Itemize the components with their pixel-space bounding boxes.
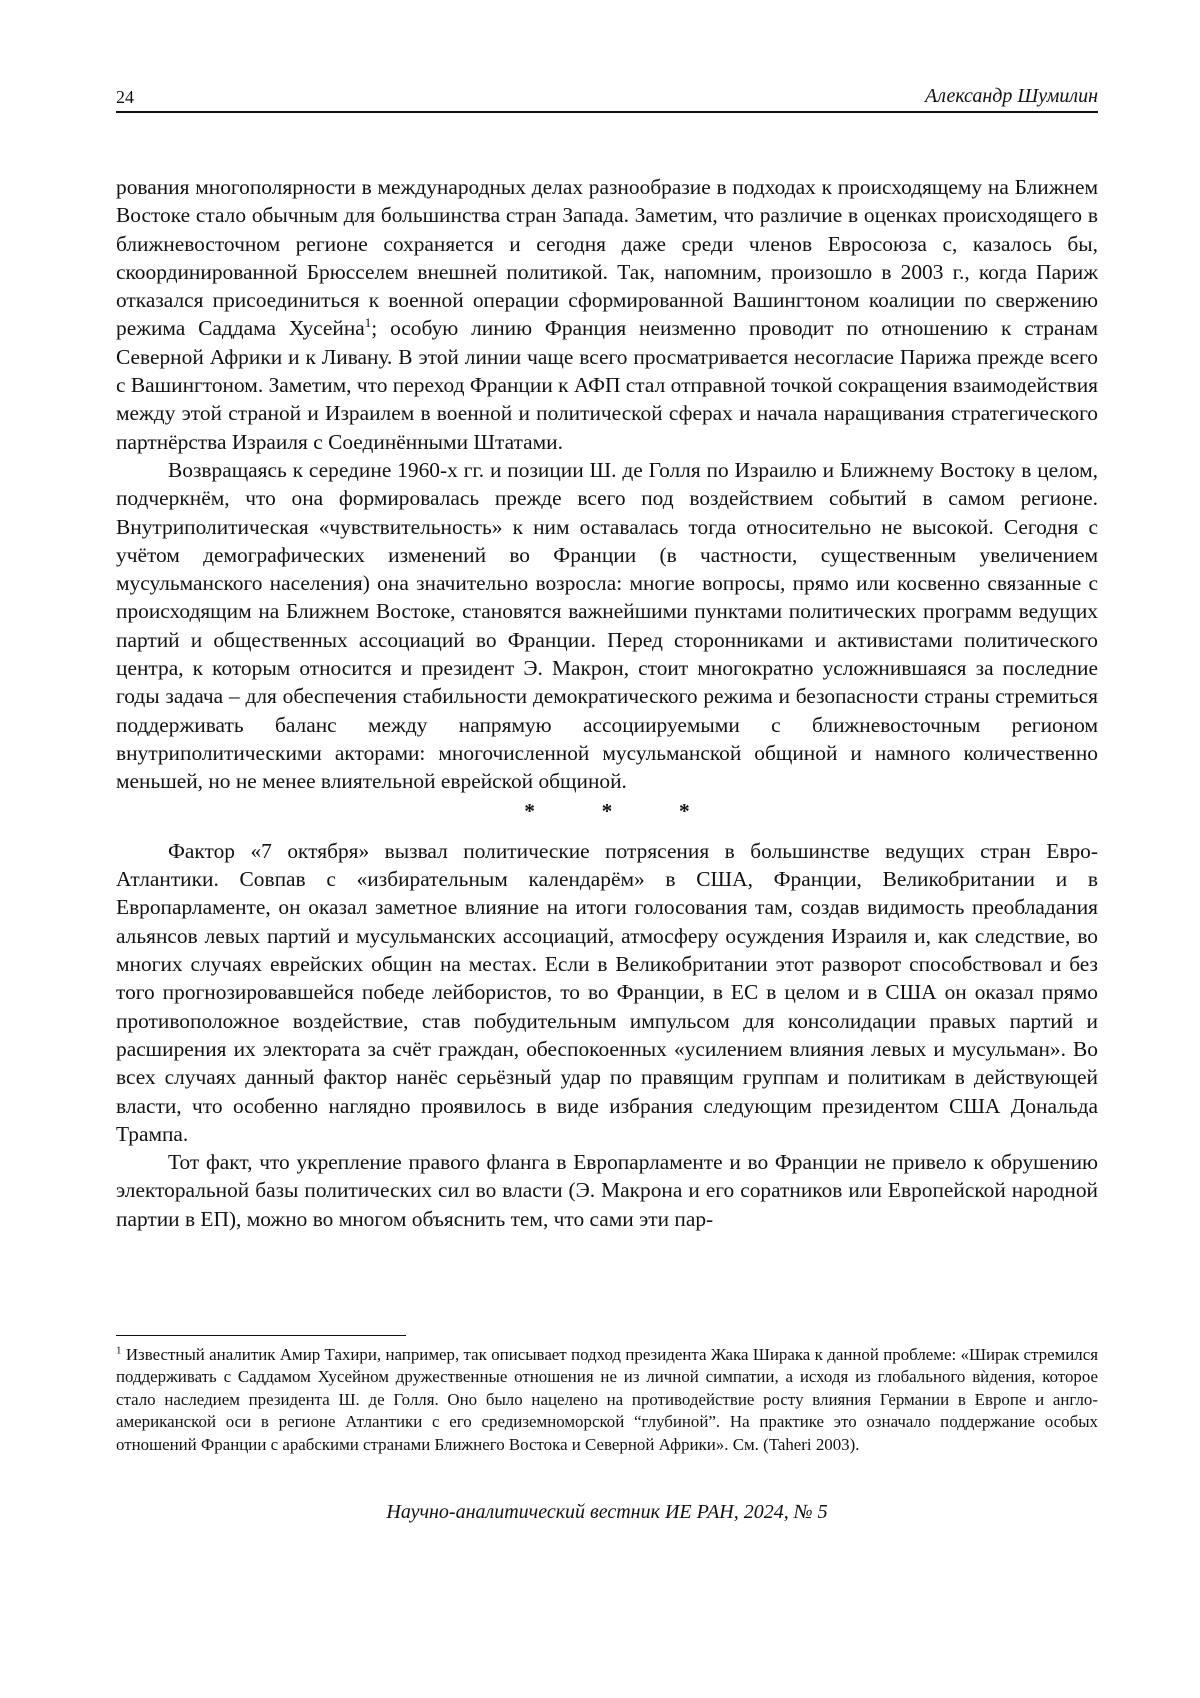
paragraph-1-part-2: ; особую линию Франция неизменно проводит по отношению к странам Северной Африки и к Ливану. В этой линии чаще всего просматривается несогласие Парижа прежде всего с Вашингтоном. Заметим, что переход Франции к АФП стал отправной точкой сокращения взаимодействия между этой страной и Израилем в военной и политической сферах и начала наращивания стратегического партнёрства Израиля с Соединёнными Штатами. — [116, 316, 1098, 454]
separator-star: * — [601, 798, 613, 823]
main-text — [116, 173, 1098, 1233]
paragraph-1-part-1: рования многополярности в международных делах разнообразие в подходах к происходящему на Ближнем Востоке стало обычным для большинства стран Запада. Заметим, что различие в оценках происходящего в ближневосточном регионе сохраняется и сегодня даже среди членов Евросоюза с, казалось бы, скоординированной Брюсселем внешней политикой. Так, напомним, произошло в 2003 г., когда Париж отказался присоединиться к военной операции сформированной Вашингтоном коалиции по свержению режима Саддама Хусейна — [116, 175, 1098, 341]
page-number: 24 — [116, 87, 134, 107]
footnote-reference[interactable]: 1 — [364, 315, 372, 331]
footnote — [116, 1344, 1098, 1456]
separator-star: * — [679, 798, 690, 823]
running-header — [116, 85, 1098, 113]
paragraph-3: Фактор «7 октября» вызвал политические потрясения в большинстве ведущих стран Евро-Атлантики. Совпав с «избирательным календарём» в США, Франции, Великобритании и в Европарламенте, он оказал заметное влияние на итоги голосования там, создав видимость преобладания альянсов левых партий и мусульманских ассоциаций, атмосферу осуждения Израиля и, как следствие, во многих случаях еврейских общин на местах. Если в Великобритании этот разворот способствовал и без того прогнозировавшейся победе лейбористов, то во Франции, в ЕС в целом и в США он оказал прямо противоположное воздействие, став побудительным импульсом для консолидации правых партий и расширения их электората за счёт граждан, обеспокоенных «усилением влияния левых и мусульман». Во всех случаях данный фактор нанёс серьёзный удар по правящим группам и политикам в действующей власти, что особенно наглядно проявилось в виде избрания следующим президентом США Дональда Трампа. — [116, 838, 1098, 1146]
running-author: Александр Шумилин — [925, 85, 1098, 107]
footnote-text: Известный аналитик Амир Тахири, например, так описывает подход президента Жака Ширака к данной проблеме: «Ширак стремился поддерживать с Саддамом Хусейном дружественные отношения не из личной симпатии, а исходя из глобального вѝдения, которое стало наследием президента Ш. де Голля. Оно было нацелено на противодействие росту влияния Германии в Европе и англо-американской оси в регионе Атлантики с его средиземноморской “глубиной”. На практике это означало поддержание особых отношений Франции с арабскими странами Ближнего Востока и Северной Африки». См. (Taheri 2003). — [116, 1345, 1098, 1454]
separator-star: * — [524, 798, 535, 823]
paragraph-4: Тот факт, что укрепление правого фланга в Европарламенте и во Франции не привело к обрушению электоральной базы политических сил во власти (Э. Макрона и его соратников или Европейской народной партии в ЕП), можно во многом объяснить тем, что сами эти пар- — [116, 1150, 1098, 1231]
journal-footer: Научно-аналитический вестник ИЕ РАН, 2024, № 5 — [386, 1501, 828, 1523]
paragraph-1 — [116, 173, 1098, 456]
paragraph-2: Возвращаясь к середине 1960-х гг. и позиции Ш. де Голля по Израилю и Ближнему Востоку в целом, подчеркнём, что она формировалась прежде всего под воздействием событий в самом регионе. Внутриполитическая «чувствительность» к ним оставалась тогда относительно не высокой. Сегодня с учётом демографических изменений во Франции (в частности, существенным увеличением мусульманского населения) она значительно возросла: многие вопросы, прямо или косвенно связанные с происходящим на Ближнем Востоке, становятся важнейшими пунктами политических программ ведущих партий и общественных ассоциаций во Франции. Перед сторонниками и активистами политического центра, к которым относится и президент Э. Макрон, стоит многократно усложнившаяся за последние годы задача – для обеспечения стабильности демократического режима и безопасности страны стремиться поддерживать баланс между напрямую ассоциируемыми с ближневосточным регионом внутриполитическими акторами: многочисленной мусульманской общиной и намного количественно меньшей, но не менее влиятельной еврейской общиной. — [116, 457, 1098, 794]
footnote-1 — [116, 1344, 1098, 1456]
footnote-rule — [116, 1335, 406, 1336]
footnote-number: 1 — [116, 1344, 122, 1357]
section-separator — [116, 797, 1098, 825]
